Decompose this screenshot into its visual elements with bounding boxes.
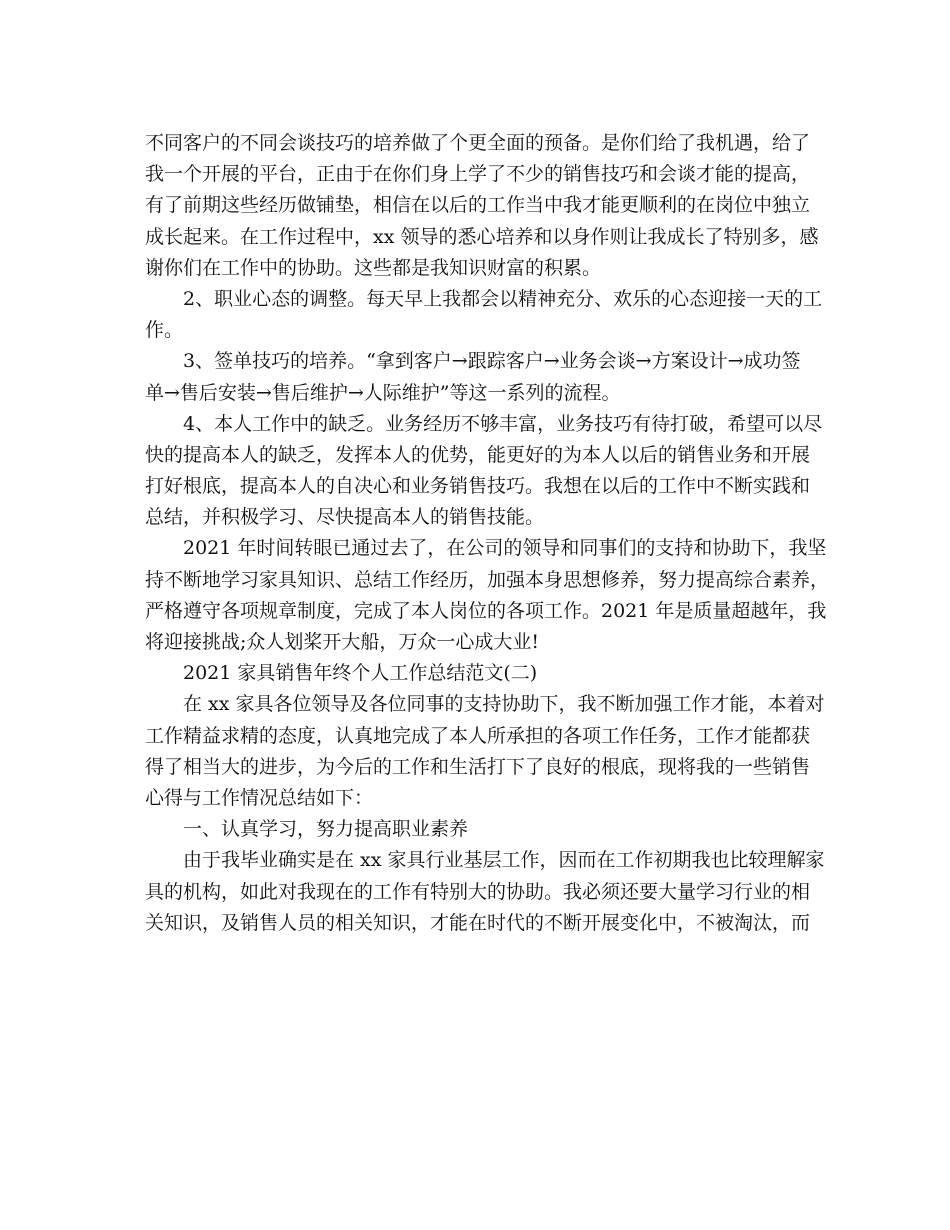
text-line: 具的机构，如此对我现在的工作有特别大的协助。我必须还要大量学习行业的相 — [145, 880, 811, 903]
text-line: 有了前期这些经历做铺垫，相信在以后的工作当中我才能更顺利的在岗位中独立 — [145, 194, 811, 217]
text-line: 打好根底，提高本人的自决心和业务销售技巧。我想在以后的工作中不断实践和 — [145, 475, 811, 498]
text-line: 4、本人工作中的缺乏。业务经历不够丰富，业务技巧有待打破，希望可以尽 — [183, 412, 823, 435]
text-line: 心得与工作情况总结如下： — [145, 786, 374, 809]
text-line: 2021 家具销售年终个人工作总结范文(二) — [183, 662, 538, 685]
text-line: 3、签单技巧的培养。“拿到客户→跟踪客户→业务会谈→方案设计→成功签 — [183, 350, 801, 373]
text-line: 关知识，及销售人员的相关知识，才能在时代的不断开展变化中，不被淘汰，而 — [145, 911, 811, 934]
text-line: 单→售后安装→售后维护→人际维护”等这一系列的流程。 — [145, 381, 621, 404]
text-line: 将迎接挑战;众人划桨开大船，万众一心成大业! — [145, 631, 540, 653]
text-line: 持不断地学习家具知识、总结工作经历，加强本身思想修养，努力提高综合素养， — [145, 568, 830, 591]
text-line: 作。 — [145, 319, 184, 342]
text-line: 成长起来。在工作过程中，xx 领导的悉心培养和以身作则让我成长了特别多，感 — [145, 225, 819, 248]
text-line: 2、职业心态的调整。每天早上我都会以精神充分、欢乐的心态迎接一天的工 — [183, 287, 823, 310]
text-line: 快的提高本人的缺乏，发挥本人的优势，能更好的为本人以后的销售业务和开展 — [145, 443, 811, 466]
text-line: 由于我毕业确实是在 xx 家具行业基层工作，因而在工作初期我也比较理解家 — [183, 849, 825, 872]
text-line: 得了相当大的进步，为今后的工作和生活打下了良好的根底，现将我的一些销售 — [145, 755, 811, 778]
text-line: 总结，并积极学习、尽快提高本人的销售技能。 — [145, 506, 545, 529]
text-line: 不同客户的不同会谈技巧的培养做了个更全面的预备。是你们给了我机遇，给了 — [145, 132, 811, 154]
text-line: 2021 年时间转眼已通过去了，在公司的领导和同事们的支持和协助下，我坚 — [183, 537, 827, 560]
text-line: 在 xx 家具各位领导及各位同事的支持协助下，我不断加强工作才能，本着对 — [183, 693, 825, 716]
text-line: 谢你们在工作中的协助。这些都是我知识财富的积累。 — [145, 256, 602, 279]
document-body — [145, 128, 830, 939]
text-line: 工作精益求精的态度，认真地完成了本人所承担的各项工作任务，工作才能都获 — [145, 724, 811, 747]
text-line: 严格遵守各项规章制度，完成了本人岗位的各项工作。2021 年是质量超越年，我 — [145, 599, 827, 622]
text-line: 一、认真学习，努力提高职业素养 — [183, 818, 469, 841]
text-line: 我一个开展的平台，正由于在你们身上学了不少的销售技巧和会谈才能的提高， — [145, 163, 811, 186]
